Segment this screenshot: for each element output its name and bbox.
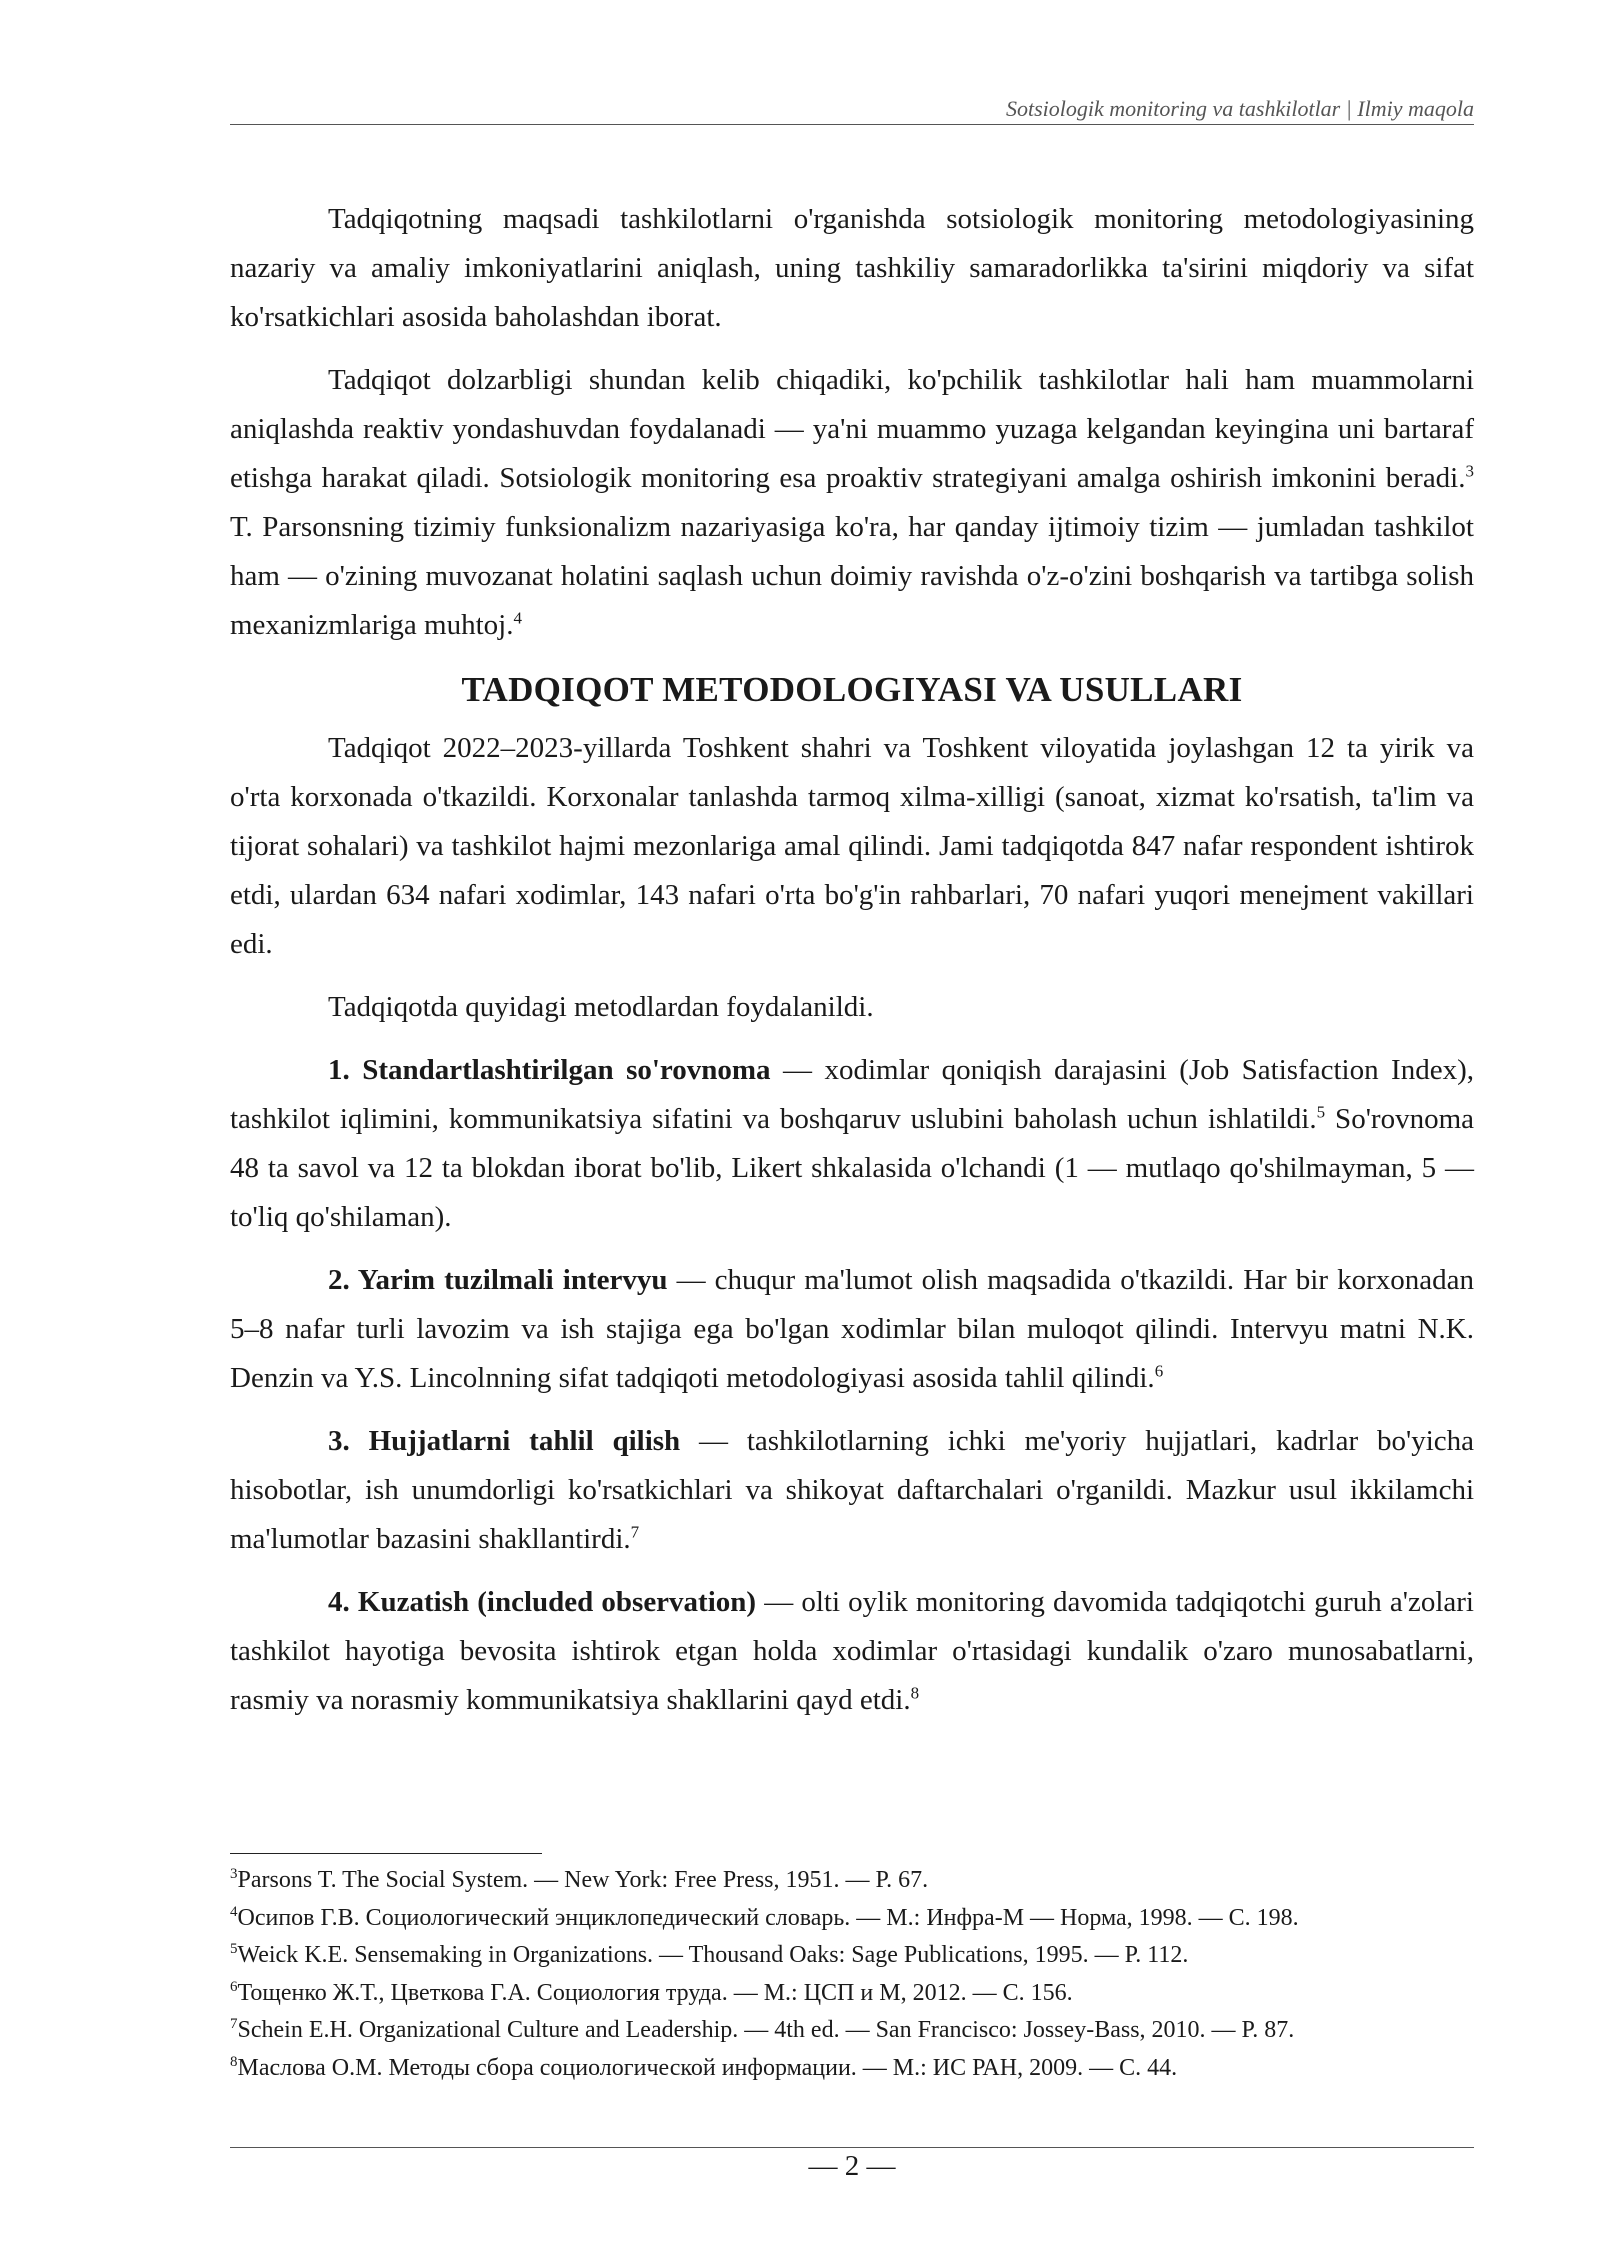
footnote-ref-8[interactable]: 8 <box>910 1683 920 1703</box>
footnote <box>230 2050 1474 2088</box>
footnote-ref-6[interactable]: 6 <box>1154 1361 1164 1381</box>
footnote-number: 6 <box>230 1978 238 1995</box>
footnote-number: 8 <box>230 2053 238 2070</box>
footnote-number: 5 <box>230 1941 238 1957</box>
method-text-a: — olti oylik monitoring davomida tadqiqotchi guruh a'zolari tashkilot hayotiga bevosita ishtirok etgan holda xodimlar o'rtasidagi kundalik o'zaro munosabatlarni, rasmiy va norasmiy kommunikatsiya shakllarini qayd etdi. <box>230 1586 1474 1716</box>
page <box>230 0 1474 2262</box>
footnote-number: 4 <box>230 1903 238 1920</box>
paragraph-relevance <box>230 356 1474 650</box>
footnote-number: 7 <box>230 2016 238 2032</box>
method-title: 4. Kuzatish (included observation) <box>328 1586 757 1618</box>
section-heading: TADQIQOT METODOLOGIYASI VA USULLARI <box>461 670 1243 709</box>
article-body <box>230 195 1474 1739</box>
method-text-b: So'rovnoma 48 ta savol va 12 ta blokdan iborat bo'lib, Likert shkalasida o'lchandi (1 — mutlaqo qo'shilmayman, 5 — to'liq qo'shilaman). <box>230 1103 1475 1233</box>
method-item <box>230 1256 1474 1403</box>
paragraph-relevance-text-a: Tadqiqot dolzarbligi shundan kelib chiqadiki, ko'pchilik tashkilotlar hali ham muammolarni aniqlashda reaktiv yondashuvdan foydalanadi — ya'ni muammo yuzaga kelgandan keyingina uni bartaraf etishga harakat qiladi. Sotsiologik monitoring esa proaktiv strategiyani amalga oshirish imkonini beradi. <box>230 364 1474 494</box>
footnote-text: Parsons T. The Social System. — New York: Free Press, 1951. — P. 67. <box>237 1867 929 1893</box>
footnote-text: Осипов Г.В. Социологический энциклопедический словарь. — М.: Инфра-М — Норма, 1998. — С. 198. <box>237 1904 1299 1931</box>
method-item <box>230 1046 1474 1242</box>
footnote-number: 3 <box>230 1866 238 1882</box>
method-title: 3. Hujjatlarni tahlil qilish <box>328 1425 681 1457</box>
footnote-ref-7[interactable]: 7 <box>630 1522 640 1542</box>
header-rule <box>230 124 1474 125</box>
footnote-text: Тощенко Ж.Т., Цветкова Г.А. Социология труда. — М.: ЦСП и М, 2012. — С. 156. <box>237 1979 1073 2006</box>
footnote-separator <box>230 1853 542 1854</box>
footnote-text: Weick K.E. Sensemaking in Organizations. — Thousand Oaks: Sage Publications, 1995. — P. 112. <box>237 1942 1189 1968</box>
method-title: 1. Standartlashtirilgan so'rovnoma <box>328 1054 771 1086</box>
method-text-a: — chuqur ma'lumot olish maqsadida o'tkazildi. Har bir korxonadan 5–8 nafar turli lavozim va ish stajiga ega bo'lgan xodimlar bilan muloqot qilindi. Intervyu matni N.K. Denzin va Y.S. Lincolnning sifat tadqiqoti metodologiyasi asosida tahlil qilindi. <box>230 1264 1474 1394</box>
running-header: Sotsiologik monitoring va tashkilotlar | Ilmiy maqola <box>1005 96 1474 121</box>
method-title: 2. Yarim tuzilmali intervyu <box>328 1264 668 1296</box>
footnote-text: Маслова О.М. Методы сбора социологической информации. — М.: ИС РАН, 2009. — С. 44. <box>237 2054 1178 2081</box>
footnote <box>230 2012 1474 2050</box>
paragraph-aim: Tadqiqotning maqsadi tashkilotlarni o'rganishda sotsiologik monitoring metodologiyasining nazariy va amaliy imkoniyatlarini aniqlash, uning tashkiliy samaradorlikka ta'sirini miqdoriy va sifat ko'rsatkichlari asosida baholashdan iborat. <box>230 203 1474 333</box>
footnote-ref-3[interactable]: 3 <box>1465 461 1474 481</box>
method-item <box>230 1417 1474 1564</box>
page-number: — 2 — <box>808 2150 896 2182</box>
method-text-a: — xodimlar qoniqish darajasini (Job Satisfaction Index), tashkilot iqlimini, kommunikatsiya sifatini va boshqaruv uslubini baholash uchun ishlatildi. <box>230 1054 1474 1135</box>
footer-rule <box>230 2147 1474 2148</box>
paragraph-relevance-text-b: T. Parsonsning tizimiy funksionalizm nazariyasiga ko'ra, har qanday ijtimoiy tizim — jumladan tashkilot ham — o'zining muvozanat holatini saqlash uchun doimiy ravishda o'z-o'zini boshqarish va tartibga solish mexanizmlariga muhtoj. <box>230 511 1474 641</box>
paragraph-methods-intro: Tadqiqotda quyidagi metodlardan foydalanildi. <box>328 991 874 1023</box>
paragraph-sample: Tadqiqot 2022–2023-yillarda Toshkent shahri va Toshkent viloyatida joylashgan 12 ta yirik va o'rta korxonada o'tkazildi. Korxonalar tanlashda tarmoq xilma-xilligi (sanoat, xizmat ko'rsatish, ta'lim va tijorat sohalari) va tashkilot hajmi mezonlariga amal qilindi. Jami tadqiqotda 847 nafar respondent ishtirok etdi, ulardan 634 nafari xodimlar, 143 nafari o'rta bo'g'in rahbarlari, 70 nafari yuqori menejment vakillari edi. <box>230 732 1474 960</box>
method-text-a: — tashkilotlarning ichki me'yoriy hujjatlari, kadrlar bo'yicha hisobotlar, ish unumdorligi ko'rsatkichlari va shikoyat daftarchalari o'rganildi. Mazkur usul ikkilamchi ma'lumotlar bazasini shakllantirdi. <box>230 1425 1474 1555</box>
method-item <box>230 1578 1474 1725</box>
footnote-text: Schein E.H. Organizational Culture and Leadership. — 4th ed. — San Francisco: Jossey-Bass, 2010. — P. 87. <box>237 2017 1295 2043</box>
footnote-ref-4[interactable]: 4 <box>513 608 522 628</box>
footnotes <box>230 1862 1474 2087</box>
footnote <box>230 1862 1474 1900</box>
footnote <box>230 1900 1474 1938</box>
footnote-ref-5[interactable]: 5 <box>1316 1102 1326 1122</box>
footnote <box>230 1975 1474 2013</box>
footnote <box>230 1937 1474 1975</box>
